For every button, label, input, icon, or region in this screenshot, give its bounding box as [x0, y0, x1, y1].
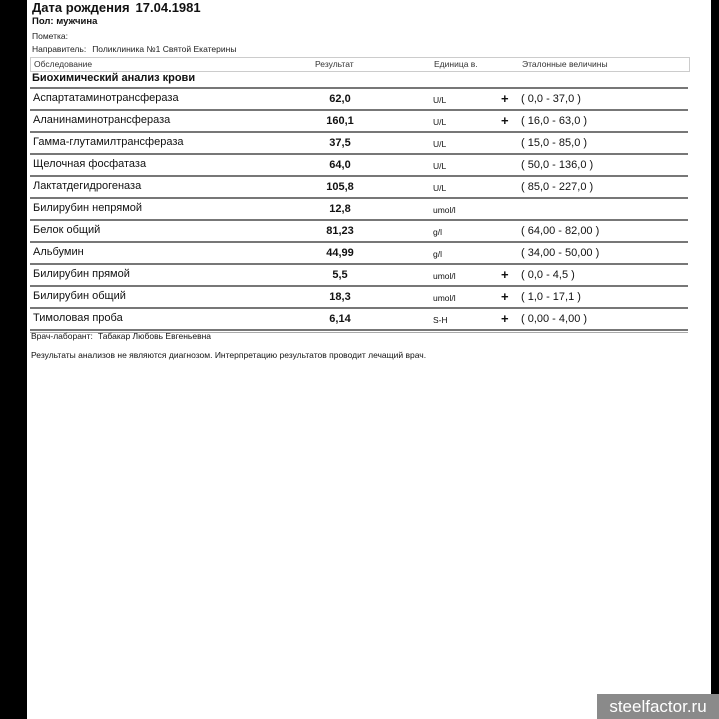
test-name: Билирубин прямой	[33, 268, 130, 280]
test-name: Билирубин непрямой	[33, 202, 143, 214]
reference-range: ( 15,0 - 85,0 )	[521, 137, 588, 149]
reference-range: ( 50,0 - 136,0 )	[521, 159, 594, 171]
header-unit: Единица в.	[434, 59, 478, 69]
result-value: 18,3	[329, 291, 351, 303]
table-row	[30, 87, 688, 109]
table-row	[30, 241, 688, 263]
abnormal-flag: +	[501, 311, 509, 326]
reference-range: ( 0,0 - 37,0 )	[521, 93, 581, 105]
disclaimer: Результаты анализов не являются диагнозом. Интерпретацию результатов проводит лечащий врач.	[31, 350, 427, 360]
header-result: Результат	[315, 59, 354, 69]
result-value: 37,5	[329, 137, 351, 149]
reference-range: ( 0,00 - 4,00 )	[521, 313, 588, 325]
test-name: Тимоловая проба	[33, 312, 123, 324]
unit: U/L	[433, 117, 447, 127]
section-title: Биохимический анализ крови	[32, 72, 196, 84]
reference-range: ( 1,0 - 17,1 )	[521, 291, 581, 303]
abnormal-flag: +	[501, 113, 509, 128]
table-row	[30, 285, 688, 307]
test-name: Аспартатаминотрансфераза	[33, 92, 179, 104]
unit: umol/l	[433, 293, 456, 303]
result-value: 6,14	[329, 313, 351, 325]
lab-report-page	[27, 0, 711, 719]
unit: S-H	[433, 315, 448, 325]
unit: umol/l	[433, 205, 456, 215]
reference-range: ( 85,0 - 227,0 )	[521, 181, 594, 193]
table-row	[30, 197, 688, 219]
referrer-label: Направитель:	[32, 44, 87, 54]
reference-range: ( 64,00 - 82,00 )	[521, 225, 600, 237]
unit: umol/l	[433, 271, 456, 281]
test-name: Лактатдегидрогеназа	[33, 180, 142, 192]
unit: U/L	[433, 95, 447, 105]
test-name: Щелочная фосфатаза	[33, 158, 147, 170]
result-value: 105,8	[326, 181, 354, 193]
table-row	[30, 153, 688, 175]
dob-label: Дата рождения	[32, 0, 130, 15]
result-value: 62,0	[329, 93, 351, 105]
unit: g/l	[433, 227, 442, 237]
table-row	[30, 175, 688, 197]
dob-value: 17.04.1981	[135, 0, 201, 15]
abnormal-flag: +	[501, 289, 509, 304]
test-name: Гамма-глутамилтрансфераза	[33, 136, 184, 148]
result-value: 44,99	[326, 247, 354, 259]
doctor-label: Врач-лаборант:	[31, 331, 93, 341]
note-label: Пометка:	[32, 31, 69, 41]
result-value: 12,8	[329, 203, 351, 215]
date-of-birth	[32, 0, 201, 15]
reference-range: ( 34,00 - 50,00 )	[521, 247, 600, 259]
test-name: Аланинаминотрансфераза	[33, 114, 171, 126]
header-reference: Эталонные величины	[522, 59, 608, 69]
result-value: 81,23	[326, 225, 354, 237]
results-table	[30, 87, 688, 333]
unit: U/L	[433, 139, 447, 149]
lab-doctor	[31, 331, 211, 341]
test-name: Билирубин общий	[33, 290, 126, 302]
result-value: 64,0	[329, 159, 351, 171]
unit: U/L	[433, 183, 447, 193]
reference-range: ( 16,0 - 63,0 )	[521, 115, 588, 127]
test-name: Альбумин	[33, 246, 84, 258]
referrer	[32, 44, 236, 54]
patient-sex: Пол: мужчина	[32, 16, 98, 27]
watermark: steelfactor.ru	[597, 694, 719, 719]
test-name: Белок общий	[33, 224, 101, 236]
abnormal-flag: +	[501, 91, 509, 106]
doctor-name: Табакар Любовь Евгеньевна	[97, 331, 212, 341]
table-row	[30, 109, 688, 131]
referrer-value: Поликлиника №1 Святой Екатерины	[92, 44, 237, 54]
table-row	[30, 131, 688, 153]
reference-range: ( 0,0 - 4,5 )	[521, 269, 575, 281]
table-row	[30, 307, 688, 329]
table-row	[30, 219, 688, 241]
result-value: 160,1	[326, 115, 354, 127]
unit: g/l	[433, 249, 442, 259]
header-test: Обследование	[34, 59, 93, 69]
table-row	[30, 263, 688, 285]
table-header	[30, 57, 690, 72]
result-value: 5,5	[332, 269, 348, 281]
unit: U/L	[433, 161, 447, 171]
abnormal-flag: +	[501, 267, 509, 282]
